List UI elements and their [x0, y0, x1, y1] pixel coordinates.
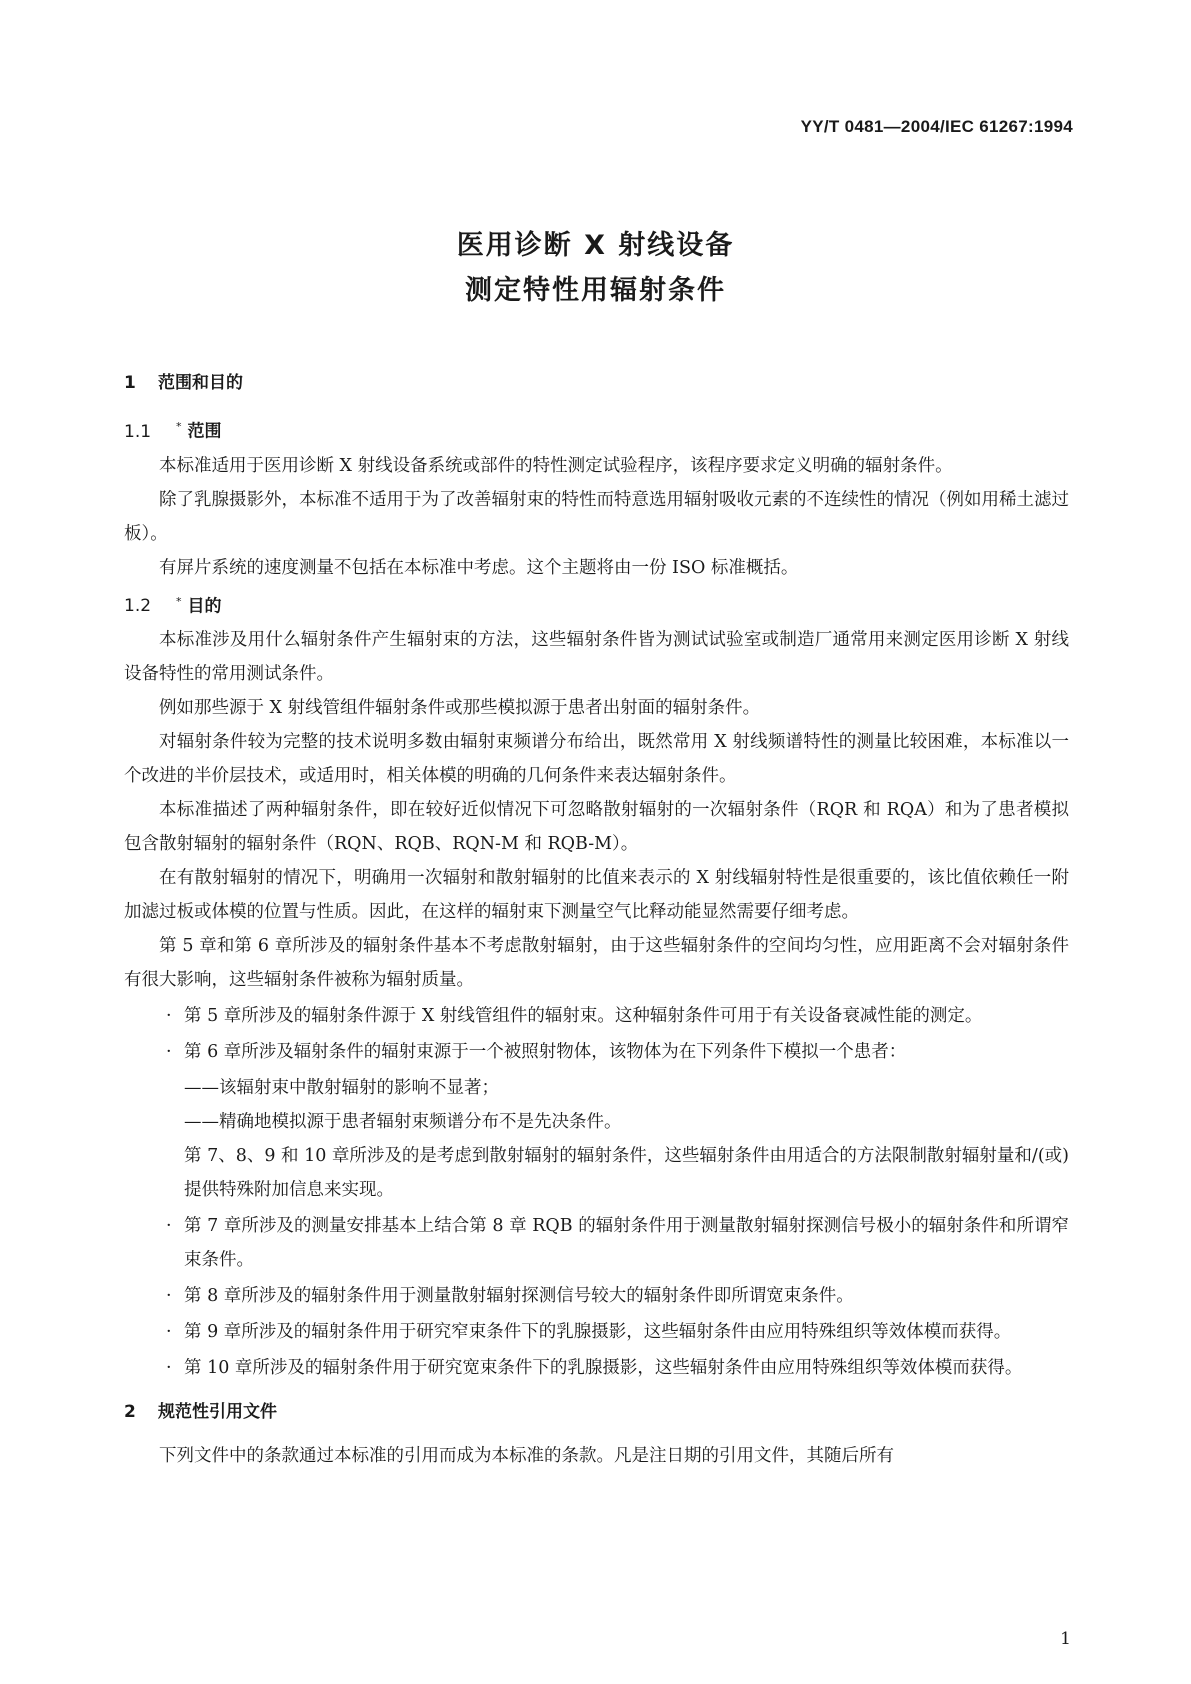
section-title: 目的 — [187, 596, 222, 617]
bullet-text: 第 8 章所涉及的辐射条件用于测量散射辐射探测信号较大的辐射条件即所谓宽束条件。 — [184, 1286, 854, 1307]
bullet-item — [124, 1279, 1069, 1313]
bullet-dot: · — [166, 1216, 172, 1237]
bullet-dot: · — [166, 1042, 172, 1063]
bullet-item — [124, 1035, 1069, 1069]
bullet-text: 第 9 章所涉及的辐射条件用于研究窄束条件下的乳腺摄影，这些辐射条件由应用特殊组织等效体模而获得。 — [184, 1322, 1012, 1343]
bullet-dot: · — [166, 1358, 172, 1379]
section-1-2-heading — [124, 585, 1069, 624]
bullet-dot: · — [166, 1006, 172, 1027]
section-title: 规范性引用文件 — [158, 1402, 277, 1423]
paragraph: 本标准适用于医用诊断 X 射线设备系统或部件的特性测定试验程序，该程序要求定义明确的辐射条件。 — [159, 455, 953, 476]
section-1-1-heading — [124, 410, 1069, 449]
section-1-heading — [124, 366, 1069, 400]
bullet-text: 第 7 章所涉及的测量安排基本上结合第 8 章 RQB 的辐射条件用于测量散射辐射探测信号极小的辐射条件和所谓窄束条件。 — [184, 1216, 1069, 1271]
bullet-text: 第 6 章所涉及辐射条件的辐射束源于一个被照射物体，该物体为在下列条件下模拟一个患者： — [184, 1042, 907, 1063]
bullet-item — [124, 1351, 1069, 1385]
title-line-1: 医用诊断 X 射线设备 — [456, 230, 735, 261]
section-title: 范围和目的 — [158, 373, 243, 393]
paragraph: 除了乳腺摄影外，本标准不适用于为了改善辐射束的特性而特意选用辐射吸收元素的不连续性的情况（例如用稀土滤过板）。 — [124, 489, 1069, 544]
section-2-heading — [124, 1395, 1069, 1429]
paragraph: 例如那些源于 X 射线管组件辐射条件或那些模拟源于患者出射面的辐射条件。 — [159, 698, 761, 719]
dash-item: ——该辐射束中散射辐射的影响不显著； — [184, 1078, 499, 1099]
paragraph: 本标准涉及用什么辐射条件产生辐射束的方法，这些辐射条件皆为测试试验室或制造厂通常用来测定医用诊断 X 射线设备特性的常用测试条件。 — [124, 630, 1069, 685]
document-body — [124, 366, 1069, 1473]
asterisk-mark: * — [176, 594, 182, 608]
asterisk-mark: * — [176, 420, 182, 433]
section-number: 1.1 — [124, 421, 152, 442]
page-number: 1 — [1060, 1629, 1071, 1649]
bullet-item — [124, 999, 1069, 1033]
section-title: 范围 — [187, 421, 222, 442]
bullet-item — [124, 1209, 1069, 1277]
paragraph: 第 5 章和第 6 章所涉及的辐射条件基本不考虑散射辐射，由于这些辐射条件的空间均匀性，应用距离不会对辐射条件有很大影响，这些辐射条件被称为辐射质量。 — [124, 936, 1069, 991]
bullet-text: 第 5 章所涉及的辐射条件源于 X 射线管组件的辐射束。这种辐射条件可用于有关设备衰减性能的测定。 — [184, 1006, 983, 1027]
dash-item: ——精确地模拟源于患者辐射束频谱分布不是先决条件。 — [184, 1112, 622, 1133]
document-title — [0, 223, 1191, 313]
paragraph: 对辐射条件较为完整的技术说明多数由辐射束频谱分布给出，既然常用 X 射线频谱特性的测量比较困难，本标准以一个改进的半价层技术，或适用时，相关体模的明确的几何条件来表达辐射条件。 — [124, 732, 1069, 787]
paragraph: 有屏片系统的速度测量不包括在本标准中考虑。这个主题将由一份 ISO 标准概括。 — [159, 557, 799, 578]
sub-paragraph: 第 7、8、9 和 10 章所涉及的是考虑到散射辐射的辐射条件，这些辐射条件由用适合的方法限制散射辐射量和/(或)提供特殊附加信息来实现。 — [184, 1146, 1069, 1201]
paragraph: 在有散射辐射的情况下，明确用一次辐射和散射辐射的比值来表示的 X 射线辐射特性是很重要的，该比值依赖任一附加滤过板或体模的位置与性质。因此，在这样的辐射束下测量空气比释动能显然需要仔细考虑。 — [124, 868, 1069, 923]
bullet-dot: · — [166, 1322, 172, 1343]
bullet-text: 第 10 章所涉及的辐射条件用于研究宽束条件下的乳腺摄影，这些辐射条件由应用特殊组织等效体模而获得。 — [184, 1358, 1023, 1379]
paragraph: 下列文件中的条款通过本标准的引用而成为本标准的条款。凡是注日期的引用文件，其随后所有 — [159, 1446, 894, 1467]
bullet-dot: · — [166, 1286, 172, 1307]
section-number: 2 — [124, 1402, 136, 1423]
section-number: 1.2 — [124, 596, 152, 617]
title-line-2: 测定特性用辐射条件 — [465, 275, 726, 306]
bullet-item — [124, 1315, 1069, 1349]
paragraph: 本标准描述了两种辐射条件，即在较好近似情况下可忽略散射辐射的一次辐射条件（RQR 和 RQA）和为了患者模拟包含散射辐射的辐射条件（RQN、RQB、RQN-M 和 RQB-M）。 — [124, 800, 1069, 855]
standard-number: YY/T 0481—2004/IEC 61267:1994 — [800, 117, 1073, 136]
section-number: 1 — [124, 373, 136, 393]
